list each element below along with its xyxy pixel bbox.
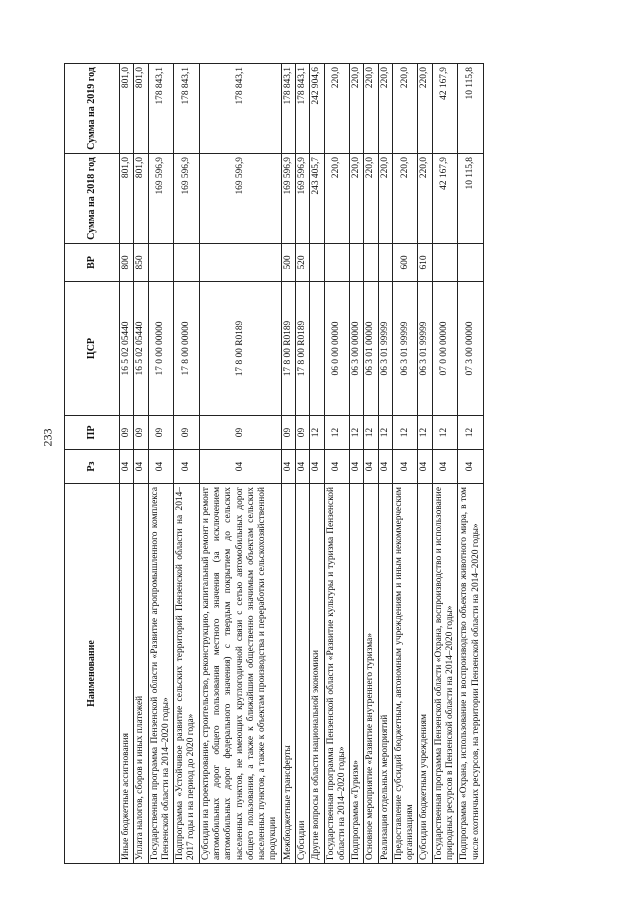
row-sum-2018: 169 596,9	[148, 154, 174, 244]
table-row	[432, 64, 458, 864]
row-vr	[324, 244, 350, 282]
row-rz: 04	[174, 450, 200, 484]
row-csr: 17 0 00 00000	[148, 282, 174, 416]
row-pr: 09	[199, 416, 281, 450]
row-sum-2019: 178 843,1	[148, 64, 174, 154]
row-pr: 12	[364, 416, 378, 450]
table-row	[458, 64, 484, 864]
row-sum-2018: 220,0	[392, 154, 418, 244]
row-rz: 04	[199, 450, 281, 484]
row-name: Предоставление субсидий бюджетным, автономным учреждениям и иным некоммерческим организациям	[392, 484, 418, 864]
row-sum-2019: 220,0	[350, 64, 364, 154]
budget-table-container	[64, 64, 575, 864]
row-name: Другие вопросы в области национальной экономики	[310, 484, 324, 864]
row-csr: 06 3 00 00000	[350, 282, 364, 416]
row-rz: 04	[378, 450, 392, 484]
row-sum-2019: 10 115,8	[458, 64, 484, 154]
row-rz: 04	[324, 450, 350, 484]
row-csr: 06 0 00 00000	[324, 282, 350, 416]
row-name: Уплата налогов, сборов и иных платежей	[134, 484, 148, 864]
table-row	[350, 64, 364, 864]
budget-table	[64, 63, 484, 864]
row-name: Подпрограмма «Туризм»	[350, 484, 364, 864]
row-vr: 850	[134, 244, 148, 282]
header-csr: ЦСР	[65, 282, 120, 416]
row-pr: 12	[458, 416, 484, 450]
row-name: Государственная программа Пензенской области «Охрана, воспроизводство и использование природных ресурсов в Пензенской области на 2014–2020 годы»	[432, 484, 458, 864]
row-sum-2019: 242 904,6	[310, 64, 324, 154]
row-csr: 16 5 02 05440	[120, 282, 134, 416]
row-sum-2018: 169 596,9	[281, 154, 295, 244]
row-sum-2019: 178 843,1	[174, 64, 200, 154]
row-sum-2019: 220,0	[378, 64, 392, 154]
row-rz: 04	[281, 450, 295, 484]
table-row	[281, 64, 295, 864]
row-sum-2019: 178 843,1	[281, 64, 295, 154]
row-pr: 12	[378, 416, 392, 450]
row-vr	[310, 244, 324, 282]
row-pr: 09	[148, 416, 174, 450]
row-rz: 04	[364, 450, 378, 484]
row-pr: 09	[281, 416, 295, 450]
row-name: Подпрограмма «Охрана, использование и воспроизводство объектов животного мира, в том числе охотничьих ресурсов, на территории Пензенской области на 2014–2020 годы»	[458, 484, 484, 864]
row-sum-2018: 169 596,9	[174, 154, 200, 244]
row-vr	[148, 244, 174, 282]
table-row	[364, 64, 378, 864]
header-sum-2019: Сумма на 2019 год	[65, 64, 120, 154]
row-sum-2018: 801,0	[120, 154, 134, 244]
row-sum-2019: 220,0	[324, 64, 350, 154]
row-name: Иные бюджетные ассигнования	[120, 484, 134, 864]
row-csr: 17 8 00 R0189	[199, 282, 281, 416]
row-rz: 04	[392, 450, 418, 484]
row-pr: 12	[310, 416, 324, 450]
row-csr: 07 3 00 00000	[458, 282, 484, 416]
row-pr: 12	[418, 416, 432, 450]
row-pr: 09	[295, 416, 309, 450]
row-vr: 610	[418, 244, 432, 282]
row-name: Государственная программа Пензенской области «Развитие агропромышленного комплекса Пензенской области на 2014–2020 годы»	[148, 484, 174, 864]
header-pr: ПР	[65, 416, 120, 450]
row-vr	[350, 244, 364, 282]
row-vr	[458, 244, 484, 282]
table-header-row	[65, 64, 120, 864]
row-sum-2018: 169 596,9	[295, 154, 309, 244]
row-name: Государственная программа Пензенской области «Развитие культуры и туризма Пензенской области на 2014–2020 годы»	[324, 484, 350, 864]
row-pr: 09	[120, 416, 134, 450]
row-csr: 06 3 01 99999	[418, 282, 432, 416]
row-csr: 06 3 01 99999	[392, 282, 418, 416]
row-sum-2019: 178 843,1	[199, 64, 281, 154]
row-sum-2018: 243 405,7	[310, 154, 324, 244]
table-row	[120, 64, 134, 864]
row-sum-2018: 220,0	[418, 154, 432, 244]
row-sum-2018: 220,0	[324, 154, 350, 244]
row-csr: 07 0 00 00000	[432, 282, 458, 416]
header-vr: ВР	[65, 244, 120, 282]
table-row	[324, 64, 350, 864]
header-rz: Рз	[65, 450, 120, 484]
row-sum-2019: 42 167,9	[432, 64, 458, 154]
row-rz: 04	[458, 450, 484, 484]
row-vr: 600	[392, 244, 418, 282]
row-rz: 04	[350, 450, 364, 484]
table-row	[199, 64, 281, 864]
row-name: Реализация отдельных мероприятий	[378, 484, 392, 864]
row-rz: 04	[148, 450, 174, 484]
row-rz: 04	[295, 450, 309, 484]
table-row	[378, 64, 392, 864]
row-csr: 17 8 00 R0189	[295, 282, 309, 416]
row-csr: 06 3 01 99999	[378, 282, 392, 416]
table-row	[148, 64, 174, 864]
row-vr	[364, 244, 378, 282]
row-sum-2019: 801,0	[120, 64, 134, 154]
row-pr: 09	[174, 416, 200, 450]
row-pr: 12	[432, 416, 458, 450]
row-name: Подпрограмма «Устойчивое развитие сельских территорий Пензенской области на 2014–2017 годы и на период до 2020 года»	[174, 484, 200, 864]
table-row	[392, 64, 418, 864]
row-name: Межбюджетные трансферты	[281, 484, 295, 864]
row-vr: 800	[120, 244, 134, 282]
header-sum-2018: Сумма на 2018 год	[65, 154, 120, 244]
row-sum-2019: 220,0	[392, 64, 418, 154]
row-sum-2018: 220,0	[378, 154, 392, 244]
row-sum-2019: 220,0	[364, 64, 378, 154]
row-pr: 12	[392, 416, 418, 450]
row-csr: 17 8 00 R0189	[281, 282, 295, 416]
row-sum-2018: 220,0	[364, 154, 378, 244]
row-vr: 500	[281, 244, 295, 282]
row-rz: 04	[134, 450, 148, 484]
row-rz: 04	[432, 450, 458, 484]
header-name: Наименование	[65, 484, 120, 864]
row-vr	[199, 244, 281, 282]
row-csr	[310, 282, 324, 416]
table-row	[134, 64, 148, 864]
row-sum-2018: 42 167,9	[432, 154, 458, 244]
row-vr	[174, 244, 200, 282]
table-row	[295, 64, 309, 864]
row-pr: 12	[324, 416, 350, 450]
table-row	[418, 64, 432, 864]
row-name: Субсидии бюджетным учреждениям	[418, 484, 432, 864]
row-sum-2019: 178 843,1	[295, 64, 309, 154]
row-pr: 09	[134, 416, 148, 450]
row-sum-2018: 801,0	[134, 154, 148, 244]
table-row	[174, 64, 200, 864]
row-name: Субсидии	[295, 484, 309, 864]
row-rz: 04	[310, 450, 324, 484]
row-csr: 17 8 00 00000	[174, 282, 200, 416]
row-vr	[432, 244, 458, 282]
table-row	[310, 64, 324, 864]
page-number: 233	[40, 428, 55, 447]
row-sum-2018: 169 596,9	[199, 154, 281, 244]
row-csr: 06 3 01 00000	[364, 282, 378, 416]
row-sum-2018: 10 115,8	[458, 154, 484, 244]
row-sum-2018: 220,0	[350, 154, 364, 244]
row-name: Основное мероприятие «Развитие внутреннего туризма»	[364, 484, 378, 864]
row-pr: 12	[350, 416, 364, 450]
row-sum-2019: 801,0	[134, 64, 148, 154]
row-rz: 04	[120, 450, 134, 484]
row-name: Субсидии на проектирование, строительство, реконструкцию, капитальный ремонт и ремонт автомобильных дорог общего пользования местного значения (за исключением автомобильных дорог федерального значения) с твердым покрытием до сельских населенных пунктов, не имеющих круглогодичной связи с сетью автомобильных дорог общего пользования, а также к ближайшим общественно значимым объектам сельских населенных пунктов, а также к объектам производства и переработки сельскохозяйственной продукции	[199, 484, 281, 864]
row-rz: 04	[418, 450, 432, 484]
row-vr	[378, 244, 392, 282]
row-vr: 520	[295, 244, 309, 282]
row-csr: 16 5 02 05440	[134, 282, 148, 416]
row-sum-2019: 220,0	[418, 64, 432, 154]
